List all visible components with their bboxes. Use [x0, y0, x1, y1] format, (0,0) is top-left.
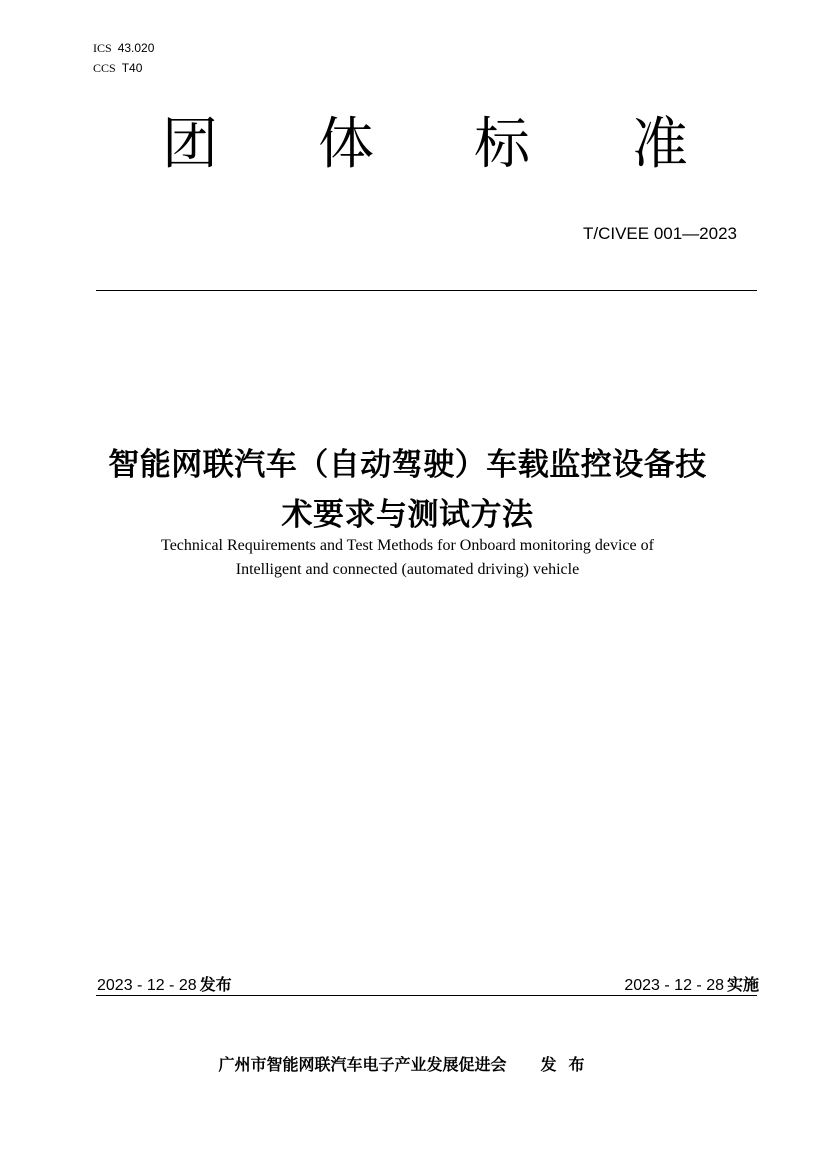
title-cn-line-1: 智能网联汽车（自动驾驶）车载监控设备技: [108, 447, 707, 483]
ccs-label: CCS: [93, 61, 116, 75]
standard-type-char: 体: [318, 112, 374, 177]
issue-date-block: [97, 972, 232, 995]
standard-type-char: 团: [162, 112, 218, 177]
publisher-name: 广州市智能网联汽车电子产业发展促进会: [218, 1055, 507, 1074]
footer-divider: [96, 995, 757, 996]
ics-label: ICS: [93, 41, 112, 55]
header-divider: [96, 290, 757, 291]
issue-label: 发布: [199, 975, 232, 994]
standard-type-char: 准: [632, 112, 688, 177]
publisher-verb: 发布: [540, 1055, 597, 1074]
ccs-code: T40: [121, 61, 143, 75]
ccs-line: [93, 61, 142, 75]
standard-type-char: 标: [474, 112, 530, 177]
title-cn-line-2: 术要求与测试方法: [281, 497, 534, 533]
publisher-line: [0, 1052, 815, 1075]
implement-label: 实施: [726, 975, 759, 994]
document-title-cn: [60, 440, 755, 540]
title-en-line-2: Intelligent and connected (automated driving) vehicle: [235, 561, 580, 578]
issue-date: 2023 - 12 - 28: [97, 977, 197, 994]
ics-line: [93, 41, 154, 55]
title-en-line-1: Technical Requirements and Test Methods for Onboard monitoring device of: [161, 537, 654, 554]
implement-date-block: [624, 972, 759, 995]
implement-date: 2023 - 12 - 28: [624, 977, 724, 994]
document-title-en: [60, 534, 755, 582]
ics-code: 43.020: [117, 41, 155, 55]
standard-number: T/CIVEE 001—2023: [582, 224, 737, 243]
standard-type-heading: [0, 108, 815, 188]
